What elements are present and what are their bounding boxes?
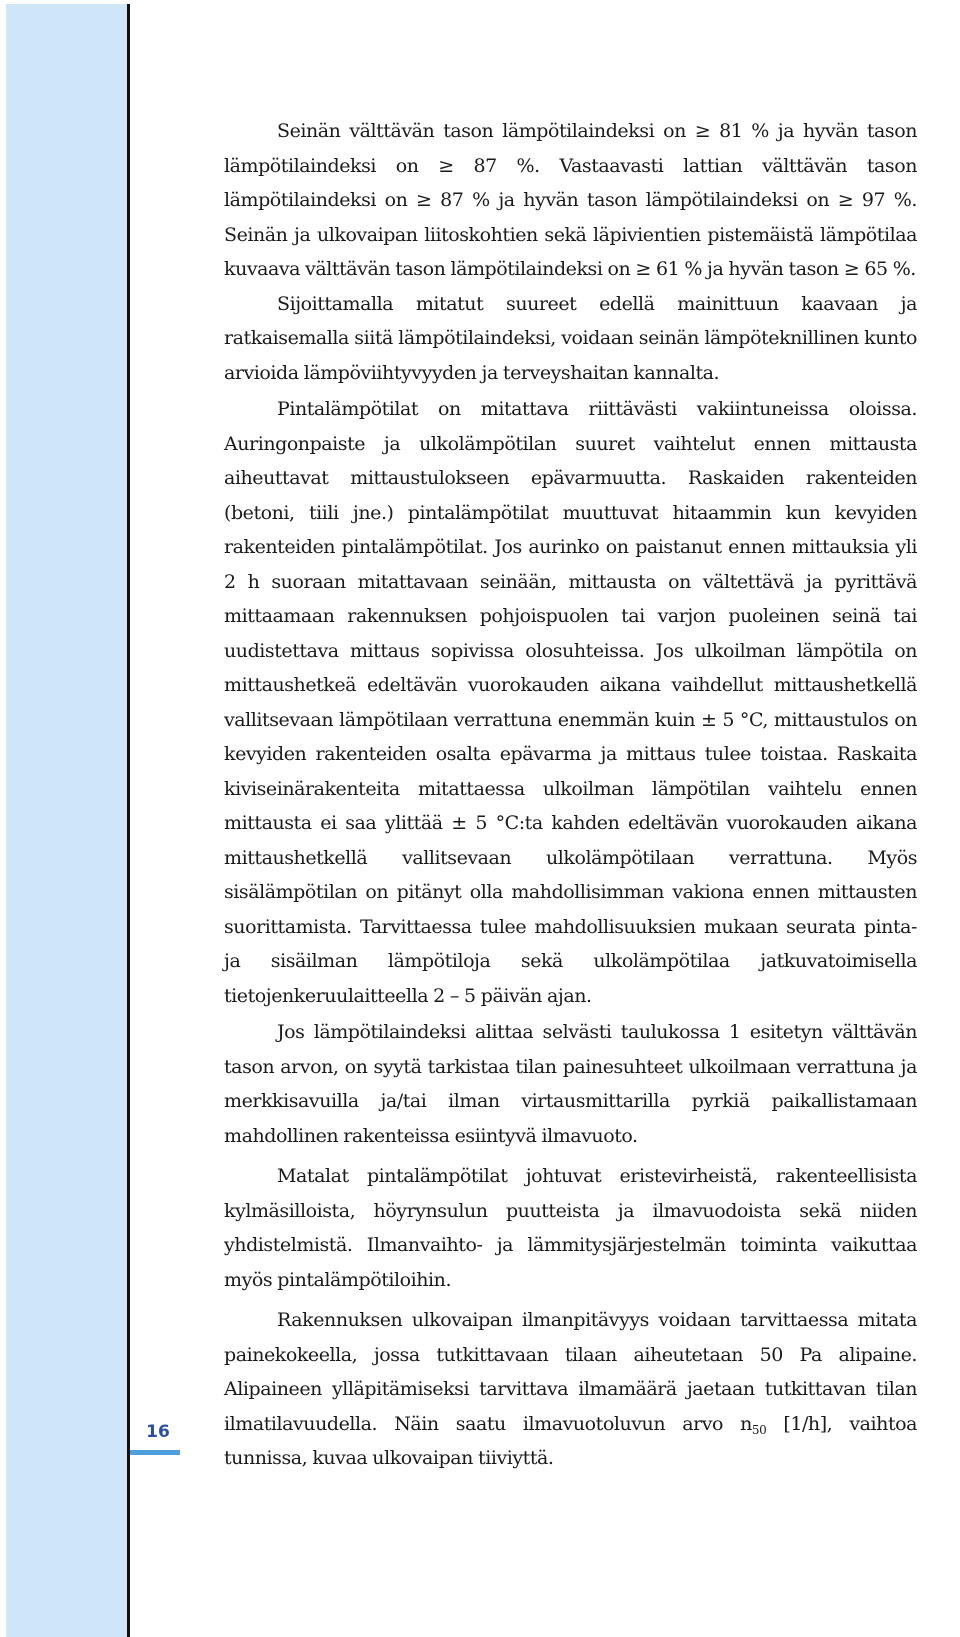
page-number: 16 xyxy=(146,1422,170,1442)
paragraph-measurement-conditions: Pintalämpötilat on mitattava riittävästi vakiintuneissa oloissa. Auringonpaiste ja ulkolämpötilan suuret vaihtelut ennen mittausta aiheuttavat mittaustulokseen epävarmuutta. Raskaiden rakenteiden (betoni, tiili jne.) pintalämpötilat muuttuvat hitaammin kun kevyiden rakenteiden pintalämpötilat. Jos aurinko on paistanut ennen mittauksia yli 2 h suoraan mitattavaan seinään, mittausta on vältettävä ja pyrittävä mittaamaan rakennuksen pohjoispuolen tai varjon puoleinen seinä tai uudistettava mittaus sopivissa olosuhteissa. Jos ulkoilman lämpötila on mittaushetkeä edeltävän vuorokauden aikana vaihdellut mittaushetkellä vallitsevaan lämpötilaan verrattuna enemmän kuin ± 5 °C, mittaustulos on kevyiden rakenteiden osalta epävarma ja mittaus tulee toistaa. Raskaita kiviseinärakenteita mitattaessa ulkoilman lämpötilan vaihtelu ennen mittausta ei saa ylittää ± 5 °C:ta kahden edeltävän vuorokauden aikana mittaushetkellä vallitsevaan ulkolämpötilaan verrattuna. Myös sisälämpötilan on pitänyt olla mahdollisimman vakiona ennen mittausten suorittamista. Tarvittaessa tulee mahdollisuuksien mukaan seurata pinta- ja sisäilman lämpötiloja sekä ulkolämpötilaa jatkuvatoimisella tietojenkeruulaitteella 2 – 5 päivän ajan. xyxy=(224,398,917,1007)
paragraph-airtightness xyxy=(224,1303,917,1476)
body-text xyxy=(224,114,917,1480)
paragraph-low-surface-temperatures: Matalat pintalämpötilat johtuvat eristevirheistä, rakenteellisista kylmäsilloista, höyrynsulun puutteista ja ilmavuodoista sekä niiden yhdistelmistä. Ilmanvaihto- ja lämmitysjärjestelmän toiminta vaikuttaa myös pintalämpötiloihin. xyxy=(224,1165,917,1291)
airtightness-text-end: [1/h], vaihtoa tunnissa, kuvaa ulkovaipan tiiviyttä. xyxy=(224,1412,917,1469)
airtightness-text-start: Rakennuksen ulkovaipan ilmanpitävyys voidaan tarvittaessa mitata painekokeella, jossa tutkittavaan tilaan aiheutetaan 50 Pa alipaine. Alipaineen ylläpitämiseksi tarvittava ilmamäärä jaetaan tutkittavan tilan ilmatilavuudella. Näin saatu ilmavuotoluvun arvo n xyxy=(224,1309,917,1435)
page-number-rule xyxy=(130,1450,180,1455)
page-margin-band xyxy=(6,4,130,1637)
paragraph-temperature-index-levels: Seinän välttävän tason lämpötilaindeksi on ≥ 81 % ja hyvän tason lämpötilaindeksi on ≥ 87 %. Vastaavasti lattian välttävän tason lämpötilaindeksi on ≥ 87 % ja hyvän tason lämpötilaindeksi on ≥ 97 %. Seinän ja ulkovaipan liitoskohtien sekä läpivientien pistemäistä lämpötilaa kuvaava välttävän tason lämpötilaindeksi on ≥ 61 % ja hyvän tason ≥ 65 %. xyxy=(224,120,917,280)
paragraph-formula-use: Sijoittamalla mitatut suureet edellä mainittuun kaavaan ja ratkaisemalla siitä lämpötilaindeksi, voidaan seinän lämpöteknillinen kunto arvioida lämpöviihtyvyyden ja terveyshaitan kannalta. xyxy=(224,292,917,384)
paragraph-low-index-action: Jos lämpötilaindeksi alittaa selvästi taulukossa 1 esitetyn välttävän tason arvon, on syytä tarkistaa tilan painesuhteet ulkoilmaan verrattuna ja merkkisavuilla ja/tai ilman virtausmittarilla pyrkiä paikallistamaan mahdollinen rakenteissa esiintyvä ilmavuoto. xyxy=(224,1021,917,1147)
n50-subscript: 50 xyxy=(751,1422,767,1437)
